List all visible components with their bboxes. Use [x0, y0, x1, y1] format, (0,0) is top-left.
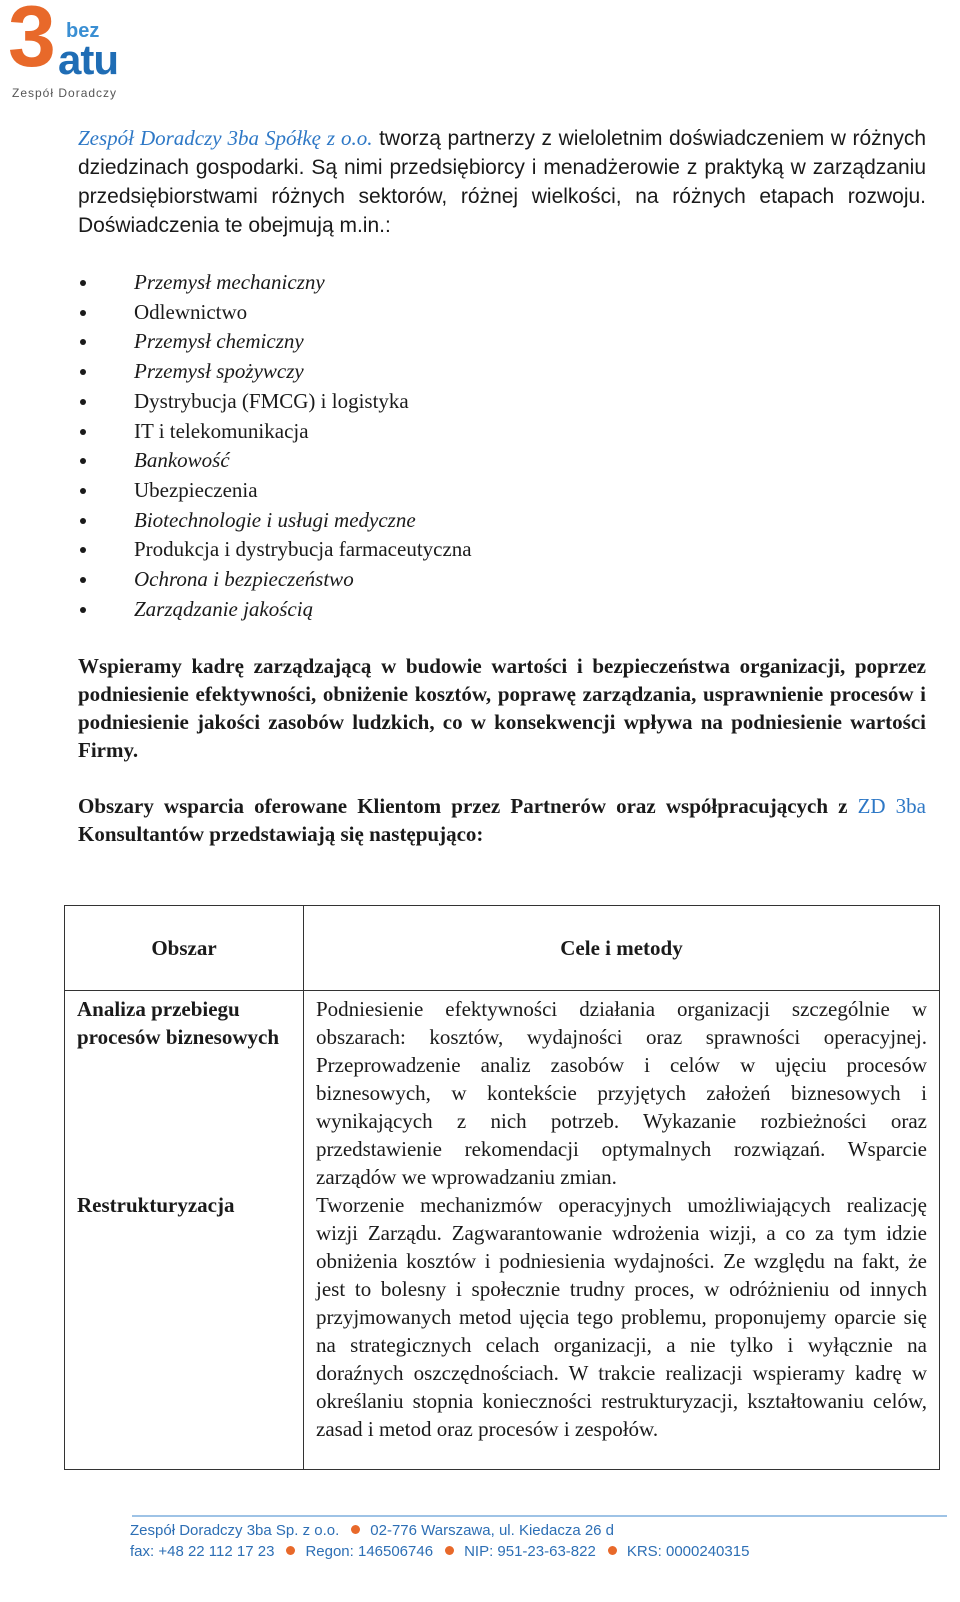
list-item: Zarządzanie jakością — [78, 595, 926, 625]
sector-list — [78, 268, 926, 624]
list-item: IT i telekomunikacja — [78, 417, 926, 447]
footer-dot — [351, 1525, 360, 1534]
company-name: Zespół Doradczy 3ba Spółkę z o.o. — [78, 126, 373, 150]
areas-intro-paragraph — [78, 792, 926, 848]
header-goals: Cele i metody — [304, 906, 940, 991]
areas-intro-part2: Konsultantów przedstawiają się następująco: — [78, 822, 484, 847]
footer-regon: Regon: 146506746 — [305, 1543, 434, 1560]
area-cell: Restrukturyzacja — [65, 1191, 304, 1470]
table-row — [65, 1191, 940, 1470]
table-row — [65, 991, 940, 1192]
logo-subtitle: Zespół Doradczy — [12, 86, 118, 100]
list-item: Ubezpieczenia — [78, 476, 926, 506]
list-item: Przemysł chemiczny — [78, 327, 926, 357]
footer-line-2 — [130, 1543, 950, 1560]
logo-top-word: bez — [66, 20, 100, 42]
list-item: Przemysł mechaniczny — [78, 268, 926, 298]
intro-paragraph — [78, 124, 926, 240]
list-item: Produkcja i dystrybucja farmaceutyczna — [78, 535, 926, 565]
footer-dot — [286, 1546, 295, 1555]
company-logo — [8, 0, 138, 101]
footer-address: 02-776 Warszawa, ul. Kiedacza 26 d — [370, 1522, 615, 1539]
list-item: Bankowość — [78, 446, 926, 476]
footer-line-1 — [130, 1522, 950, 1539]
footer-krs: KRS: 0000240315 — [626, 1543, 750, 1560]
header-area: Obszar — [65, 906, 304, 991]
list-item: Ochrona i bezpieczeństwo — [78, 565, 926, 595]
list-item: Przemysł spożywczy — [78, 357, 926, 387]
footer-divider — [132, 1515, 947, 1517]
goals-cell: Podniesienie efektywności działania organizacji szczególnie w obszarach: kosztów, wydajności oraz sprawności operacyjnej. Przeprowadzenie analiz zasobów i celów w ujęciu procesów biznesowych, w kontekście przyjętych założeń biznesowych i wynikających z nich potrzeb. Wykazanie rozbieżności oraz przedstawienie rekomendacji optymalnych rozwiązań. Wsparcie zarządów we wprowadzaniu zmian. — [304, 991, 940, 1192]
areas-table — [64, 905, 940, 1470]
table-header-row — [65, 906, 940, 991]
footer-fax: fax: +48 22 112 17 23 — [130, 1543, 275, 1560]
list-item: Biotechnologie i usługi medyczne — [78, 506, 926, 536]
area-cell: Analiza przebiegu procesów biznesowych — [65, 991, 304, 1192]
footer-dot — [608, 1546, 617, 1555]
areas-intro-part1: Obszary wsparcia oferowane Klientom przez Partnerów oraz współpracujących z — [78, 794, 858, 819]
footer-nip: NIP: 951-23-63-822 — [464, 1543, 596, 1560]
list-item: Dystrybucja (FMCG) i logistyka — [78, 387, 926, 417]
list-item: Odlewnictwo — [78, 298, 926, 328]
zd-3ba-label: ZD 3ba — [857, 794, 926, 819]
support-paragraph: Wspieramy kadrę zarządzającą w budowie wartości i bezpieczeństwa organizacji, poprzez podniesienie efektywności, obniżenie kosztów, poprawę zarządzania, usprawnienie procesów i podniesienie jakości zasobów ludzkich, co w konsekwencji wpływa na podniesienie wartości Firmy. — [78, 654, 926, 763]
goals-cell: Tworzenie mechanizmów operacyjnych umożliwiających realizację wizji Zarządu. Zagwarantowanie wdrożenia wizji, a co za tym idzie obniżenia kosztów i podniesienia wydajności. Ze względu na fakt, że jest to bolesny i społecznie trudny proces, w odróżnieniu od innych przyjmowanych metod ujęcia tego problemu, proponujemy oparcie się na strategicznych celach organizacji, a nie tylko i wyłącznie na doraźnych oszczędnościach. W trakcie realizacji wspieramy kadrę w określaniu stopnia konieczności restrukturyzacji, kształtowaniu celów, zasad i metod oraz procesów i zespołów. — [304, 1191, 940, 1470]
logo-main-word: atu — [58, 36, 118, 83]
intro-text: tworzą partnerzy z wieloletnim doświadczeniem w różnych dziedzinach gospodarki. Są nimi przedsiębiorcy i menadżerowie z praktyką w zarządzaniu przedsiębiorstwami różnych sektorów, różnej wielkości, na różnych etapach rozwoju. Doświadczenia te obejmują m.in.: — [78, 127, 926, 237]
footer-company: Zespół Doradczy 3ba Sp. z o.o. — [130, 1522, 340, 1539]
footer-dot — [445, 1546, 454, 1555]
logo-digit: 3 — [8, 0, 56, 85]
document-body — [78, 124, 926, 848]
